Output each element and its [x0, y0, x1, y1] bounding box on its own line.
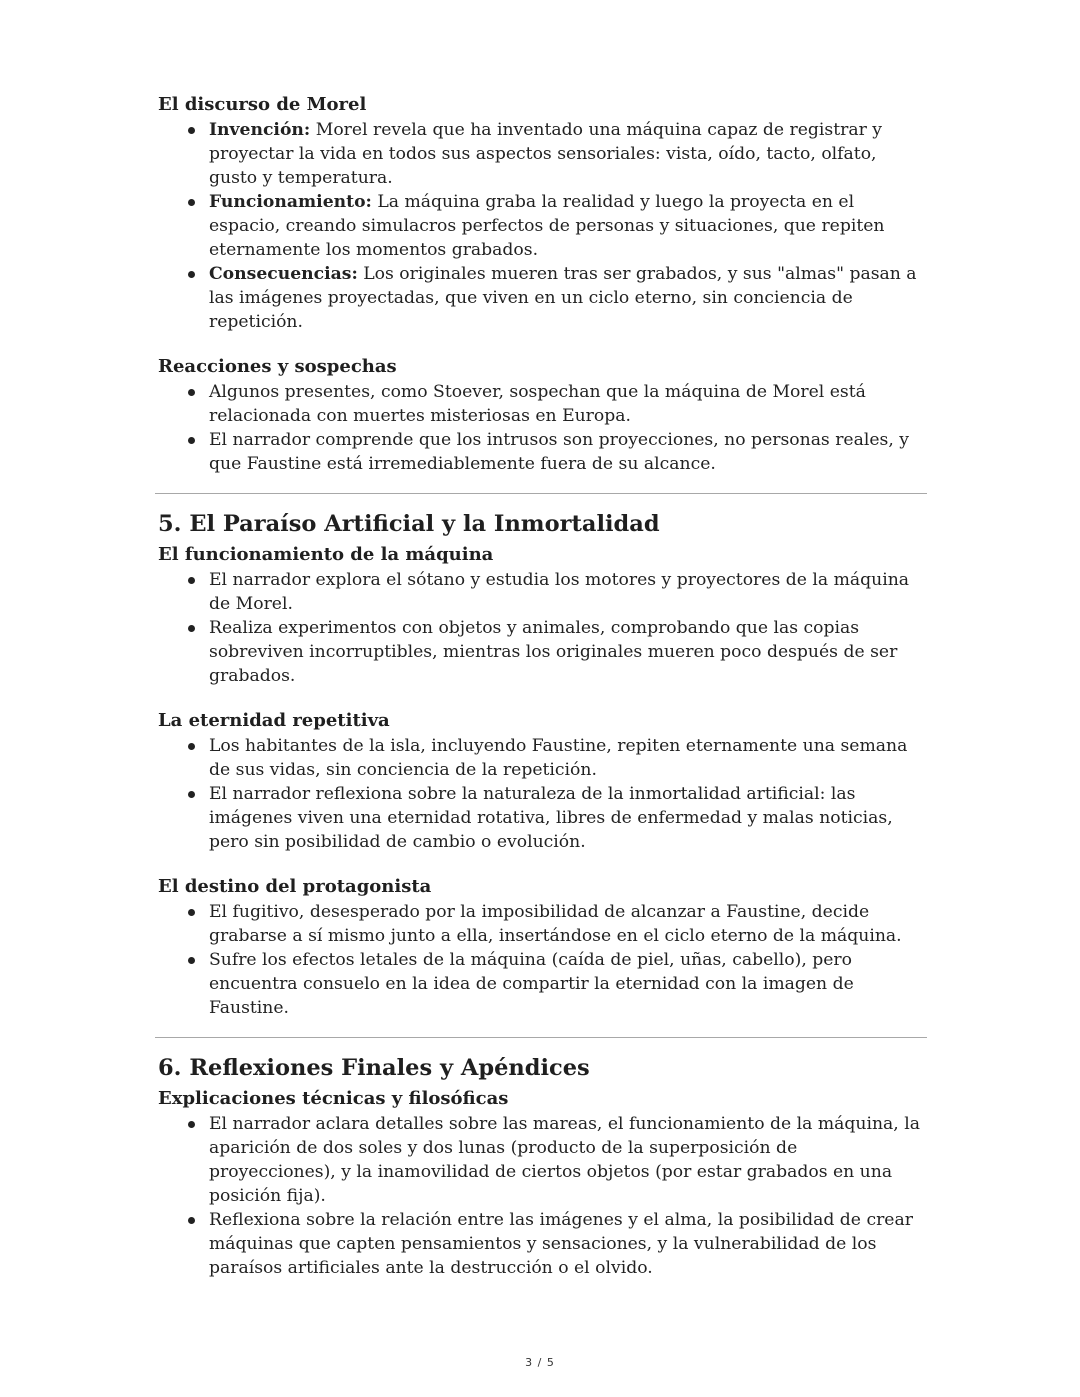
item-label: Consecuencias:: [209, 264, 358, 284]
item-label: Funcionamiento:: [209, 192, 372, 212]
list-reactions: [158, 380, 924, 476]
subheading-morel-speech: El discurso de Morel: [158, 94, 367, 115]
list-item: [209, 118, 924, 190]
list-item: El narrador aclara detalles sobre las mareas, el funcionamiento de la máquina, la aparición de dos soles y dos lunas (producto de la superposición de proyecciones), y la inamovilidad de ciertos objetos (por estar grabados en una posición fija).: [209, 1112, 924, 1208]
list-explanations: [158, 1112, 924, 1280]
list-item: Realiza experimentos con objetos y animales, comprobando que las copias sobreviven incorruptibles, mientras los originales mueren poco después de ser grabados.: [209, 616, 924, 688]
item-text: Morel revela que ha inventado una máquina capaz de registrar y proyectar la vida en todos sus aspectos sensoriales: vista, oído, tacto, olfato, gusto y temperatura.: [209, 120, 882, 188]
list-machine: [158, 568, 924, 688]
subheading-explanations: Explicaciones técnicas y filosóficas: [158, 1088, 509, 1109]
list-item: Algunos presentes, como Stoever, sospechan que la máquina de Morel está relacionada con muertes misteriosas en Europa.: [209, 380, 924, 428]
page-number: 3 / 5: [525, 1356, 555, 1369]
subheading-eternity: La eternidad repetitiva: [158, 710, 390, 731]
list-morel-speech: [158, 118, 924, 334]
item-text: La máquina graba la realidad y luego la proyecta en el espacio, creando simulacros perfectos de personas y situaciones, que repiten eternamente los momentos grabados.: [209, 192, 885, 260]
item-label: Invención:: [209, 120, 311, 140]
section-divider: [155, 1037, 927, 1038]
item-text: Los originales mueren tras ser grabados, y sus "almas" pasan a las imágenes proyectadas, que viven en un ciclo eterno, sin conciencia de repetición.: [209, 264, 917, 332]
document-page: [158, 92, 924, 1280]
list-destiny: [158, 900, 924, 1020]
list-eternity: [158, 734, 924, 854]
list-item: Los habitantes de la isla, incluyendo Faustine, repiten eternamente una semana de sus vidas, sin conciencia de la repetición.: [209, 734, 924, 782]
list-item: El narrador reflexiona sobre la naturaleza de la inmortalidad artificial: las imágenes viven una eternidad rotativa, libres de enfermedad y malas noticias, pero sin posibilidad de cambio o evolución.: [209, 782, 924, 854]
section-title-5: 5. El Paraíso Artificial y la Inmortalidad: [158, 511, 660, 537]
list-item: El narrador explora el sótano y estudia los motores y proyectores de la máquina de Morel.: [209, 568, 924, 616]
list-item: El narrador comprende que los intrusos son proyecciones, no personas reales, y que Faustine está irremediablemente fuera de su alcance.: [209, 428, 924, 476]
list-item: [209, 190, 924, 262]
subheading-destiny: El destino del protagonista: [158, 876, 432, 897]
list-item: El fugitivo, desesperado por la imposibilidad de alcanzar a Faustine, decide grabarse a sí mismo junto a ella, insertándose en el ciclo eterno de la máquina.: [209, 900, 924, 948]
list-item: [209, 262, 924, 334]
subheading-reactions: Reacciones y sospechas: [158, 356, 397, 377]
list-item: Reflexiona sobre la relación entre las imágenes y el alma, la posibilidad de crear máquinas que capten pensamientos y sensaciones, y la vulnerabilidad de los paraísos artificiales ante la destrucción o el olvido.: [209, 1208, 924, 1280]
section-divider: [155, 493, 927, 494]
section-title-6: 6. Reflexiones Finales y Apéndices: [158, 1055, 590, 1081]
subheading-machine: El funcionamiento de la máquina: [158, 544, 494, 565]
list-item: Sufre los efectos letales de la máquina (caída de piel, uñas, cabello), pero encuentra consuelo en la idea de compartir la eternidad con la imagen de Faustine.: [209, 948, 924, 1020]
